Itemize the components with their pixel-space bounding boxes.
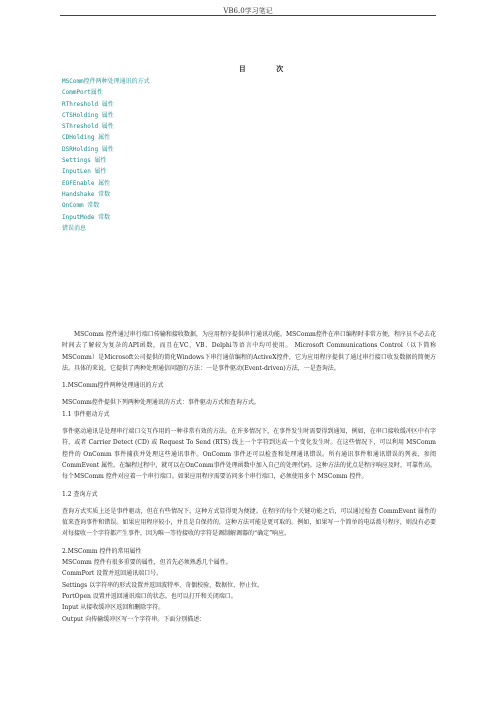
property-line: CommPort 设置并返回通讯端口号。 bbox=[62, 570, 163, 578]
document-body bbox=[62, 329, 436, 625]
property-line: PortOpen 设置并返回通讯端口的状态。也可以打开和关闭端口。 bbox=[62, 592, 237, 600]
table-of-contents bbox=[62, 76, 150, 234]
toc-link[interactable]: MSComm控件两种处理通讯的方式 bbox=[62, 78, 150, 85]
toc-link[interactable]: OnComm 常数 bbox=[62, 202, 100, 210]
toc-link[interactable]: InputMode 常数 bbox=[62, 213, 111, 221]
header-rule bbox=[60, 15, 436, 16]
toc-link[interactable]: CommPort属性 bbox=[62, 89, 103, 97]
property-line: Output 向传输缓冲区写一个字符串。下面分别描述： bbox=[62, 615, 206, 623]
toc-link[interactable]: RThreshold 属性 bbox=[62, 100, 114, 108]
section-heading: 2.MSComm 控件的常用属性 bbox=[62, 547, 142, 555]
toc-link[interactable]: DSRHolding 属性 bbox=[62, 145, 114, 153]
toc-link[interactable]: EOFEnable 属性 bbox=[62, 179, 111, 187]
subsection-heading: 1.2 查询方式 bbox=[62, 490, 98, 498]
property-line: Input 从接收缓冲区返回和删除字符。 bbox=[62, 604, 165, 612]
section-heading: 1.MSComm控件两种处理通讯的方式 bbox=[62, 382, 164, 390]
paragraph: MSComm 控件有很多重要的属性，但首先必须熟悉几个属性。 bbox=[62, 559, 232, 567]
toc-link[interactable]: 错误消息 bbox=[62, 224, 87, 232]
running-header: VB6.0学习笔记 bbox=[223, 7, 273, 15]
paragraph: 事件驱动通讯是处理串行端口交互作用的一种非常有效的方法。在许多情况下，在事件发生时需要得到通知，例如，在串口接收缓冲区中有字符，或者 Carrier Detect (CD) 或 Request To Send (RTS) 线上一个字符到达或一个变化发生时。在这些情况下，可以利用 MSComm 控件的 OnComm 事件捕获并处理这些通讯事件。OnComm 事件还可以检查和处理通讯错误。所有通讯事件和通讯错误的列表，参阅 CommEvent 属性。在编程过程中，就可以在OnComm事件处理函数中加入自己的处理代码。这种方法的优点是程序响应及时，可靠性高。每个MSComm 控件对应着一个串行端口。如果应用程序需要访问多个串行端口，必须使用多个 MSComm 控件。 bbox=[62, 428, 436, 481]
property-line: Settings 以字符串的形式设置并返回波特率、奇偶校验、数据位、停止位。 bbox=[62, 581, 264, 589]
intro-paragraph: MSComm 控件通过串行端口传输和接收数据，为应用程序提供串行通讯功能。MSComm控件在串口编程时非常方便，程序员不必去花时间去了解较为复杂的API函数，而且在VC、VB、Delphi等语言中均可使用。 Microsoft Communications Control（以下简称MSComm）是Microsoft公司提供的简化Windows下串行通信编程的ActiveX控件，它为应用程序提供了通过串行接口收发数据的简便方法。具体的来说，它提供了两种处理通信问题的方法：一是事件驱动(Event-driven)方法，一是查询法。 bbox=[62, 331, 436, 372]
toc-link[interactable]: Handshake 常数 bbox=[62, 190, 111, 198]
toc-link[interactable]: InputLen 属性 bbox=[62, 168, 107, 176]
toc-link[interactable]: CTSHolding 属性 bbox=[62, 111, 114, 119]
toc-link[interactable]: SThreshold 属性 bbox=[62, 123, 114, 131]
toc-title: 目 次 bbox=[238, 64, 298, 73]
toc-link[interactable]: CDHolding 属性 bbox=[62, 134, 111, 142]
paragraph: 查询方式实质上还是事件驱动，但在有些情况下，这种方式显得更为便捷。在程序的每个关键功能之后，可以通过检查 CommEvent 属性的值来查询事件和错误。如果应用程序较小，并且是自保持的，这种方法可能是更可取的。例如，如果写一个简单的电话拨号程序，则没有必要对每接收一个字符都产生事件，因为唯一等待接收的字符是调制解调器的“确定”响应。 bbox=[62, 507, 436, 538]
subsection-heading: 1.1 事件驱动方式 bbox=[62, 410, 110, 418]
paragraph: MSComm控件提供下列两种处理通讯的方式：事件驱动方式和查询方式。 bbox=[62, 399, 260, 407]
toc-link[interactable]: Settings 属性 bbox=[62, 157, 107, 165]
